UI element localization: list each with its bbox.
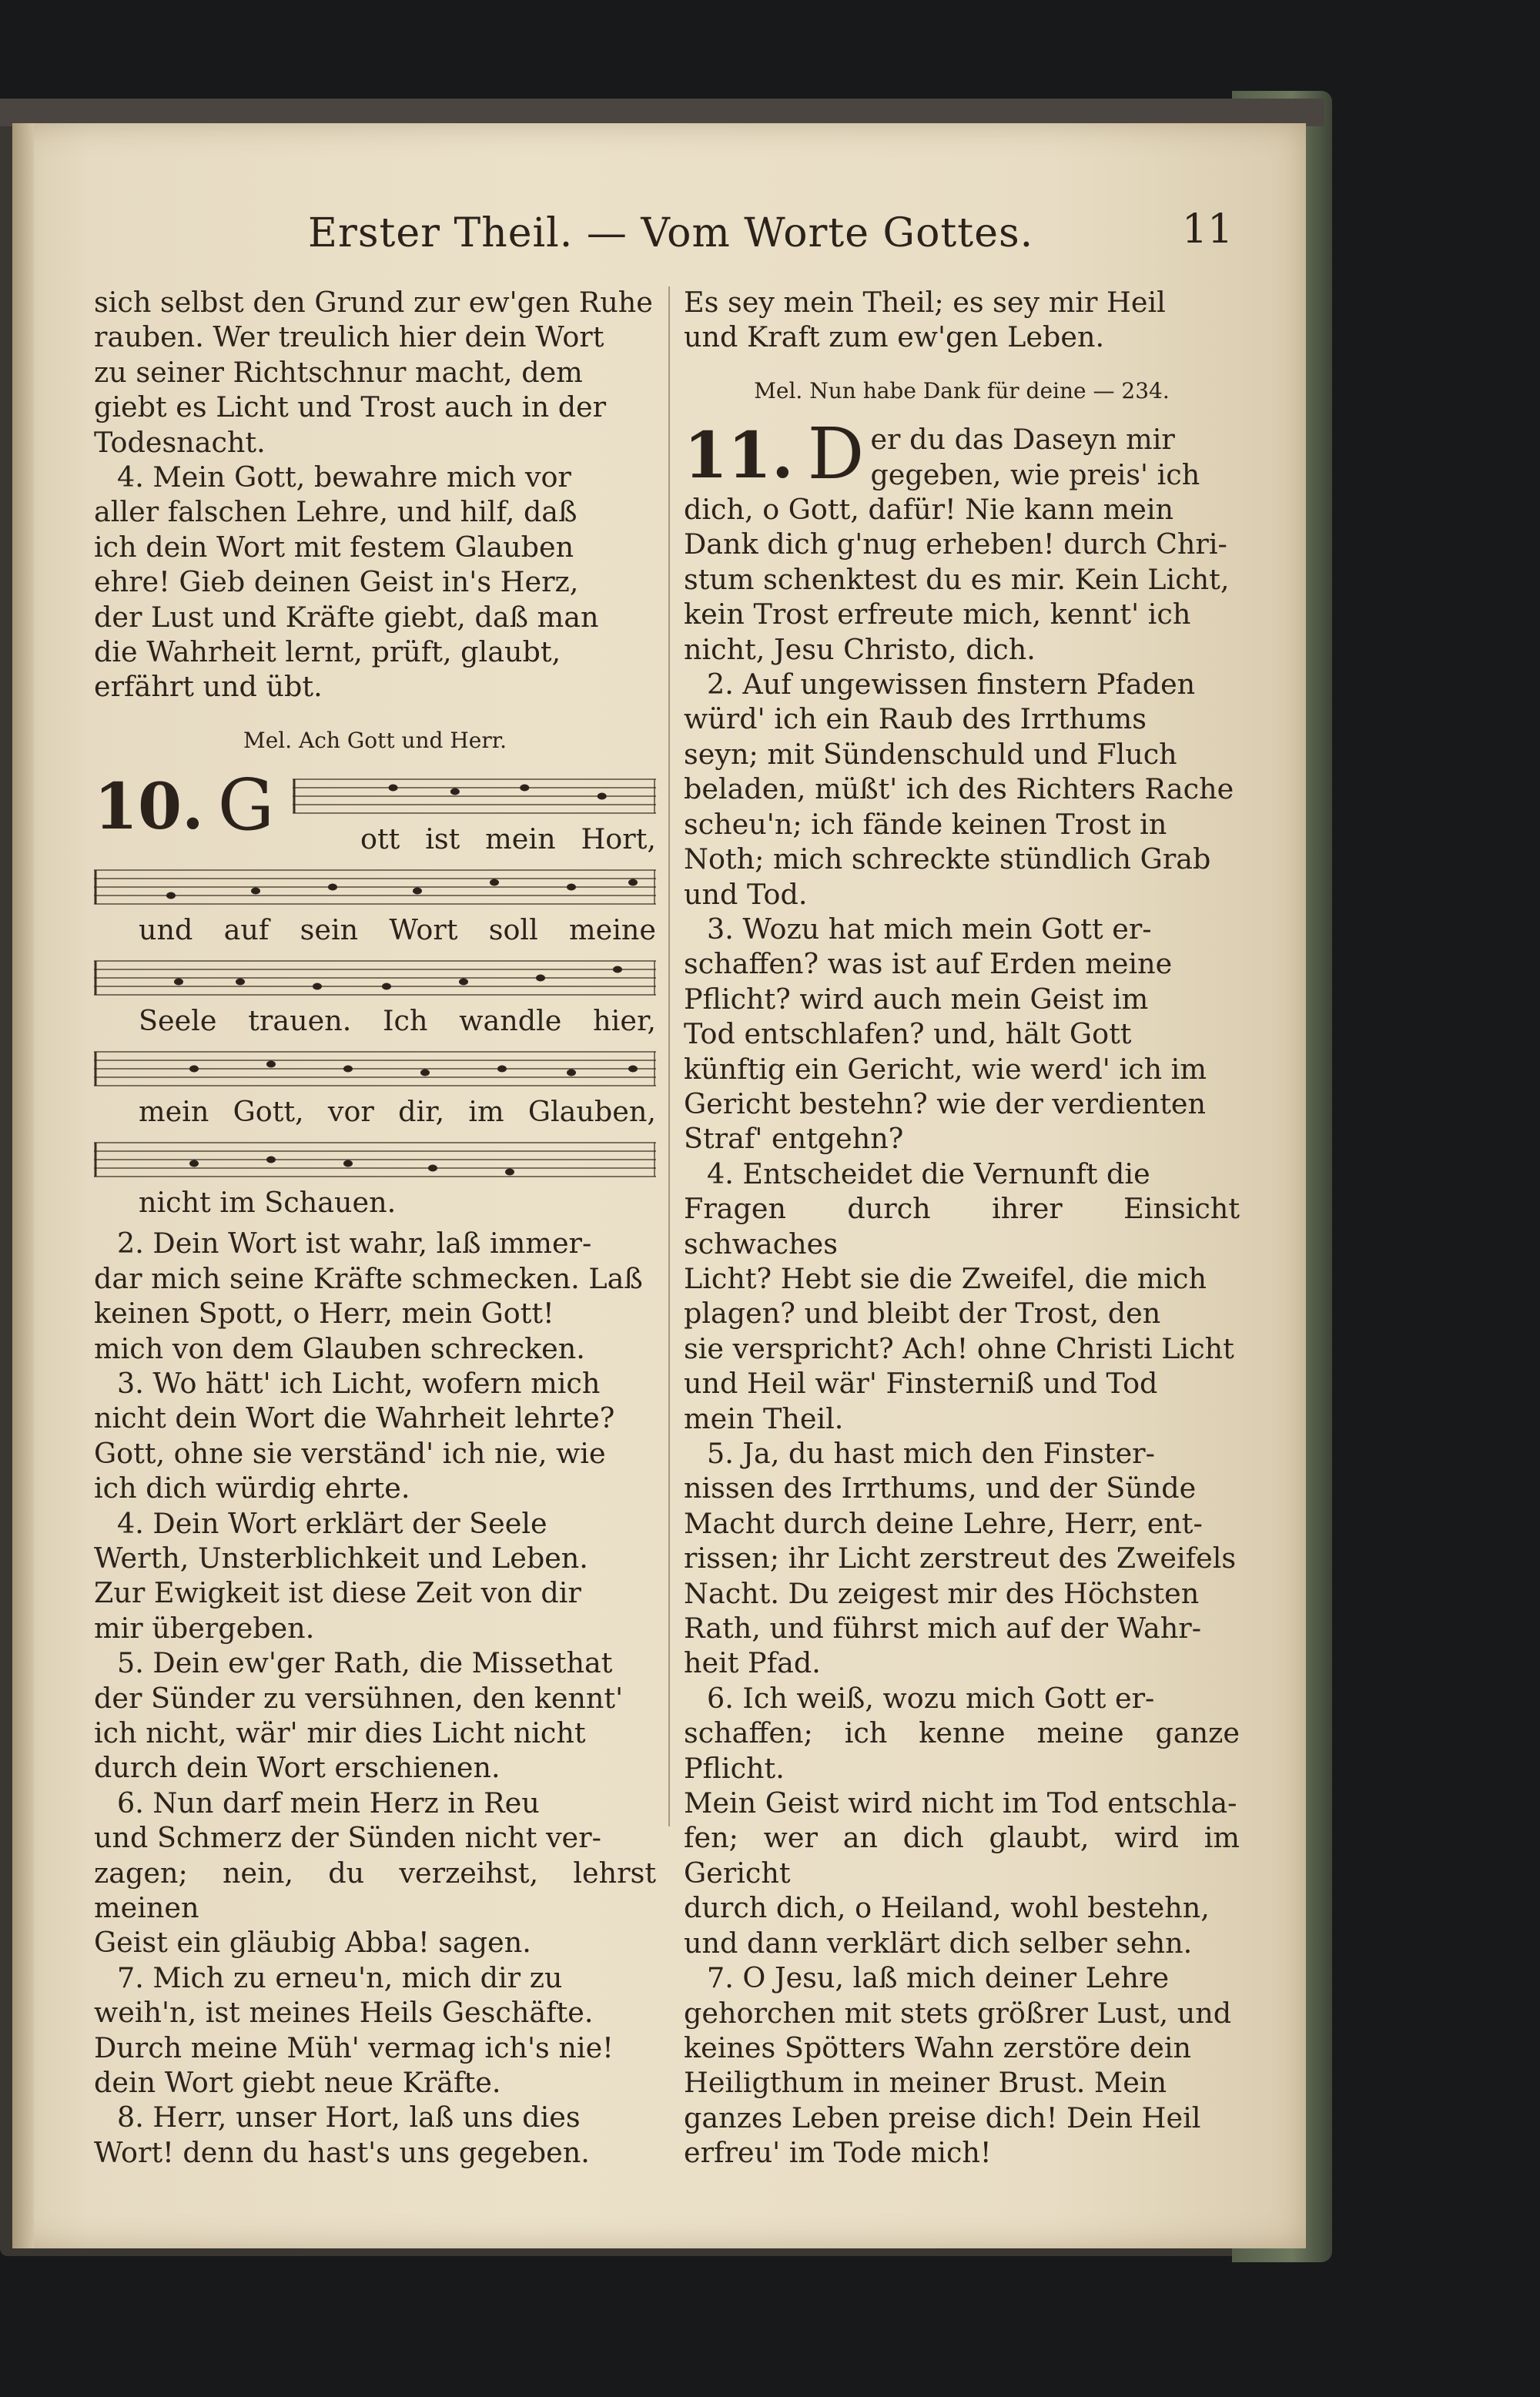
text-line: Noth; mich schreckte stündlich Grab [684,842,1211,876]
page-gutter [12,123,34,2248]
text-line: dar mich seine Kräfte schmecken. Laß [94,1261,643,1295]
text-line: Gott, ohne sie verständ' ich nie, wie [94,1436,606,1470]
text-line: Durch meine Müh' vermag ich's nie! [94,2030,614,2064]
text-line: 7. O Jesu, laß mich deiner Lehre [707,1961,1170,1995]
text-line: weih'n, ist meines Heils Geschäfte. [94,1996,594,2030]
text-line: zagen; nein, du verzeihst, lehrst meinen [94,1856,656,1924]
music-staff [94,953,656,1044]
text-line: Todesnacht. [94,425,266,459]
music-staff [94,862,656,953]
text-line: scheu'n; ich fände keinen Trost in [684,807,1167,841]
text-line: erfährt und übt. [94,670,323,704]
text-line: Nacht. Du zeigest mir des Höchsten [684,1576,1200,1610]
text-line: Zur Ewigkeit ist diese Zeit von dir [94,1576,581,1610]
hymn11-verse-4 [684,1157,1240,1436]
text-line: durch dein Wort erschienen. [94,1751,500,1785]
text-line: 2. Auf ungewissen finstern Pfaden [707,668,1196,701]
right-column [684,285,1240,2171]
text-line: Heiligthum in meiner Brust. Mein [684,2066,1167,2100]
staff-svg [94,1140,656,1180]
hymn10-verse-5 [94,1645,656,1786]
text-line: dein Wort giebt neue Kräfte. [94,2066,501,2100]
text-line: plagen? und bleibt der Trost, den [684,1297,1161,1331]
staff-lyric: ott ist mein Hort, [360,822,656,856]
drop-cap: G [217,764,275,847]
text-line: Fragen durch ihrer Einsicht schwaches [684,1192,1240,1260]
text-line: 2. Dein Wort ist wahr, laß immer- [117,1227,592,1260]
text-line: schaffen; ich kenne meine ganze Pflicht. [684,1716,1240,1785]
text-line: 6. Nun darf mein Herz in Reu [117,1786,540,1820]
column-divider [668,286,670,1826]
hymn10-verse-3 [94,1366,656,1506]
text-line: ich nicht, wär' mir dies Licht nicht [94,1716,586,1749]
text-line: Pflicht? wird auch mein Geist im [684,982,1149,1016]
hymn11-verse-1 [684,413,1240,667]
drop-cap: D [807,413,865,496]
staff-lyric: nicht im Schauen. [139,1186,397,1220]
text-line: ehre! Gieb deinen Geist in's Herz, [94,565,579,599]
staff-lyric: mein Gott, vor dir, im Glauben, [139,1095,656,1129]
text-line: seyn; mit Sündenschuld und Fluch [684,737,1177,771]
text-line: keines Spötters Wahn zerstöre dein [684,2030,1192,2064]
hymn11-verse-2 [684,667,1240,912]
hymn10-verse-6 [94,1786,656,1960]
text-line: dich, o Gott, dafür! Nie kann mein [684,493,1174,527]
text-line: mich von dem Glauben schrecken. [94,1331,585,1365]
text-line: der Sünder zu versühnen, den kennt' [94,1681,624,1715]
text-line: 4. Entscheidet die Vernunft die [707,1157,1150,1190]
hymn9-verse-4 [94,460,656,705]
staff-lines [293,776,656,816]
music-staff [94,1044,656,1135]
text-line: fen; wer an dich glaubt, wird im Gericht [684,1821,1240,1890]
text-line: sich selbst den Grund zur ew'gen Ruhe [94,286,653,319]
staff-lines [94,958,656,998]
hymn10-continuation [684,285,1240,355]
text-line: künftig ein Gericht, wie werd' ich im [684,1052,1207,1086]
text-line: beladen, müßt' ich des Richters Rache [684,772,1234,806]
text-line: Rath, und führst mich auf der Wahr- [684,1612,1202,1645]
staff-svg [94,958,656,998]
text-line: und Heil wär' Finsterniß und Tod [684,1367,1158,1401]
text-line: mein Theil. [684,1401,844,1435]
text-line: gegeben, wie preis' ich [870,457,1200,491]
music-staff [293,772,656,862]
text-line: mir übergeben. [94,1611,315,1645]
text-line: Mein Geist wird nicht im Tod entschla- [684,1786,1237,1820]
text-line: Wort! denn du hast's uns gegeben. [94,2135,590,2169]
hymn9-continuation [94,285,656,460]
text-line: heit Pfad. [684,1646,821,1680]
hymn10-music [94,764,656,1226]
text-line: rauben. Wer treulich hier dein Wort [94,320,604,354]
staff-lyric: Seele trauen. Ich wandle hier, [139,1004,656,1038]
text-line: nicht, Jesu Christo, dich. [684,632,1036,666]
staff-lines [94,867,656,907]
text-line: Dank dich g'nug erheben! durch Chri- [684,527,1227,561]
hymn10-verse-7 [94,1960,656,2101]
text-line: nicht dein Wort die Wahrheit lehrte? [94,1401,615,1435]
text-line: gehorchen mit stets größrer Lust, und [684,1996,1232,2030]
text-line: und Tod. [684,877,808,911]
text-line: 8. Herr, unser Hort, laß uns dies [117,2101,581,2134]
text-line: 3. Wozu hat mich mein Gott er- [707,912,1152,946]
text-line: Es sey mein Theil; es sey mir Heil [684,286,1166,319]
staff-svg [94,1049,656,1089]
text-line: schaffen? was ist auf Erden meine [684,947,1173,981]
hymn11-melody: Mel. Nun habe Dank für deine — 234. [754,377,1170,403]
text-line: giebt es Licht und Trost auch in der [94,390,607,424]
text-line: aller falschen Lehre, und hilf, daß [94,495,578,529]
text-line: 6. Ich weiß, wozu mich Gott er- [707,1681,1155,1715]
text-line: Werth, Unsterblichkeit und Leben. [94,1541,588,1575]
text-line: nissen des Irrthums, und der Sünde [684,1471,1197,1505]
text-line: Macht durch deine Lehre, Herr, ent- [684,1506,1203,1540]
staff-lyric: und auf sein Wort soll meine [139,913,656,947]
text-line: stum schenktest du es mir. Kein Licht, [684,562,1230,596]
text-line: ich dich würdig ehrte. [94,1471,410,1505]
text-line: zu seiner Richtschnur macht, dem [94,355,583,389]
staff-svg [94,867,656,907]
hymn10-verse-8 [94,2100,656,2170]
text-line: erfreu' im Tode mich! [684,2136,992,2170]
text-line: würd' ich ein Raub des Irrthums [684,702,1147,736]
staff-svg [293,776,656,816]
text-line: 4. Dein Wort erklärt der Seele [117,1506,547,1540]
staff-lines [94,1140,656,1180]
left-column [94,285,656,2170]
hymn10-melody: Mel. Ach Gott und Herr. [243,727,507,753]
text-line: Gericht bestehn? wie der verdienten [684,1086,1206,1120]
hymn10-verse-2 [94,1226,656,1366]
text-line: 5. Ja, du hast mich den Finster- [707,1437,1155,1470]
running-title: Erster Theil. — Vom Worte Gottes. [308,210,1034,256]
text-line: 7. Mich zu erneu'n, mich dir zu [117,1960,563,1994]
text-line: Licht? Hebt sie die Zweifel, die mich [684,1261,1207,1295]
text-line: kein Trost erfreute mich, kennt' ich [684,598,1191,631]
staff-lines [94,1049,656,1089]
text-line: und Kraft zum ew'gen Leben. [684,320,1105,354]
hymn-number: 11. [684,419,794,494]
text-line: keinen Spott, o Herr, mein Gott! [94,1297,554,1331]
text-line: Tod entschlafen? und, hält Gott [684,1017,1132,1051]
text-line: die Wahrheit lernt, prüft, glaubt, [94,635,561,669]
text-line: rissen; ihr Licht zerstreut des Zweifels [684,1542,1237,1575]
text-line: 4. Mein Gott, bewahre mich vor [117,460,571,494]
text-line: ganzes Leben preise dich! Dein Heil [684,2101,1201,2134]
hymn10-verse-4 [94,1506,656,1646]
text-line: der Lust und Kräfte giebt, daß man [94,600,599,634]
text-line: Geist ein gläubig Abba! sagen. [94,1926,531,1960]
text-line: 3. Wo hätt' ich Licht, wofern mich [117,1366,601,1400]
text-line: Straf' entgehn? [684,1122,904,1156]
cover-top-edge [0,99,1324,126]
text-line: 5. Dein ew'ger Rath, die Missethat [117,1646,613,1680]
text-line: und dann verklärt dich selber sehn. [684,1926,1193,1960]
hymn11-verse-3 [684,912,1240,1157]
text-line: sie verspricht? Ach! ohne Christi Licht [684,1331,1234,1365]
text-line: und Schmerz der Sünden nicht ver- [94,1821,601,1855]
text-line: durch dich, o Heiland, wohl bestehn, [684,1891,1210,1925]
page-number: 11 [1182,206,1234,253]
hymn11-verse-5 [684,1436,1240,1681]
running-header [308,206,1232,260]
hymn-number: 10. [94,770,204,845]
text-line: er du das Daseyn mir [870,423,1175,457]
music-staff [94,1135,656,1226]
text-line: ich dein Wort mit festem Glauben [94,530,574,564]
hymn11-verse-7 [684,1960,1240,2170]
hymn11-verse-6 [684,1681,1240,1960]
